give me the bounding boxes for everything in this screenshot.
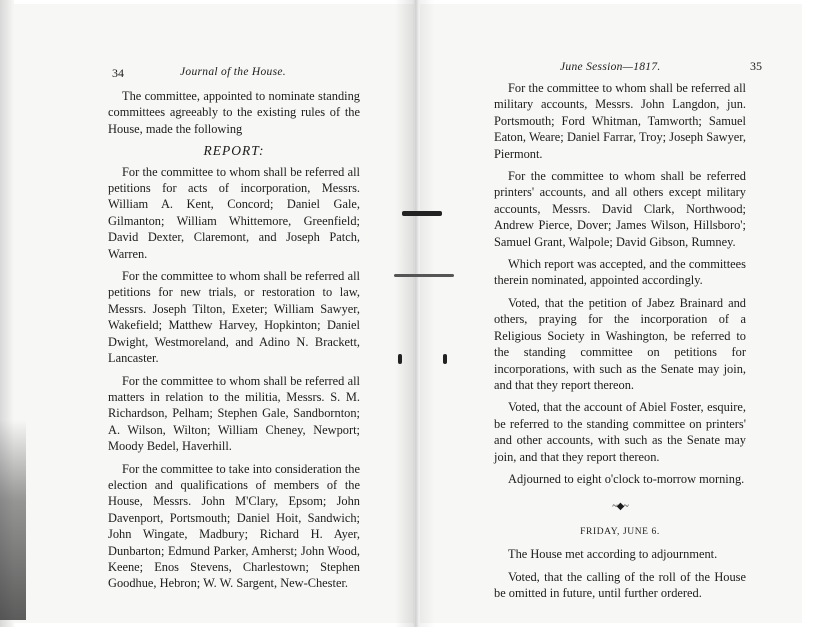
right-page-text xyxy=(494,80,746,607)
paragraph: For the committee to whom shall be referred all matters in relation to the militia, Messrs. S. M. Richardson, Pelham; Stephen Gale, Sandbornton; A. Wilson, Wilton; William Cheney, Newport; Moody Bedel, Haverhill. xyxy=(108,373,360,454)
paragraph: Adjourned to eight o'clock to-morrow morning. xyxy=(508,471,745,486)
report-heading: REPORT: xyxy=(203,143,265,159)
book-gutter xyxy=(395,0,435,627)
paragraph: For the committee to whom shall be referred all petitions for acts of incorporation, Messrs. William A. Kent, Concord; Daniel Gale, Gilmanton; William Whittemore, Greenfield; David Dexter, Claremont, and Joseph Patch, Warren. xyxy=(108,164,360,261)
page-stain xyxy=(0,420,26,620)
paragraph: Voted, that the petition of Jabez Brainard and others, praying for the incorporation of a Religious Society in Washington, be referred to the standing committee on petitions for incorporations, with such as the Senate may join, and that they report thereon. xyxy=(494,295,746,392)
paragraph: The House met according to adjournment. xyxy=(508,547,718,562)
binding-thread-2 xyxy=(394,274,454,277)
paragraph: Which report was accepted, and the committees therein nominated, appointed accordingly. xyxy=(494,257,746,288)
running-head: June Session—1817. xyxy=(560,61,661,73)
paragraph: The committee, appointed to nominate standing committees agreeably to the existing rules of the House, made the following xyxy=(108,89,360,136)
paragraph: For the committee to whom shall be referred all petitions for new trials, or restoration to law, Messrs. Joseph Tilton, Exeter; William Sawyer, Wakefield; Matthew Harvey, Hopkinton; Daniel Dwight, Westmoreland, and Adino N. Brackett, Lancaster. xyxy=(108,269,360,366)
paragraph: For the committee to whom shall be referred printers' accounts, and all others except military accounts, Messrs. David Clark, Northwood; Andrew Pierce, Dover; James Wilson, Hillsboro'; Samuel Grant, Walpole; David Gibson, Rumney. xyxy=(494,169,746,249)
section-ornament: ~◆~ xyxy=(612,501,628,513)
paragraph: For the committee to take into consideration the election and qualifications of members of the House, Messrs. John M'Clary, Epsom; John Davenport, Portsmouth; Daniel Hoit, Sandwich; John Wingate, Madbury; Richard H. Ayer, Dunbarton; Edmund Parker, Amherst; John Wood, Keene; Enos Stevens, Charlestown; Stephen Goodhue, Hebron; W. W. Sargent, New-Chester. xyxy=(108,461,360,591)
page-number: 35 xyxy=(750,59,762,73)
binding-thread-4 xyxy=(443,354,447,364)
left-page-text xyxy=(108,88,360,598)
binding-thread-1 xyxy=(402,211,442,216)
running-head: Journal of the House. xyxy=(180,66,286,78)
page-number: 34 xyxy=(112,66,124,80)
paragraph: Voted, that the account of Abiel Foster, esquire, be referred to the standing committee on printers' and other accounts, with such as the Senate may join, and that they report thereon. xyxy=(494,400,746,464)
paragraph: For the committee to whom shall be referred all military accounts, Messrs. John Langdon, jun. Portsmouth; Ford Whitman, Tamworth; Samuel Eaton, Weare; Daniel Farrar, Troy; Joseph Sawyer, Piermont. xyxy=(494,81,746,161)
paragraph: Voted, that the calling of the roll of the House be omitted in future, until further ordered. xyxy=(494,569,746,600)
date-heading: FRIDAY, JUNE 6. xyxy=(580,526,660,537)
binding-thread-3 xyxy=(398,354,402,364)
